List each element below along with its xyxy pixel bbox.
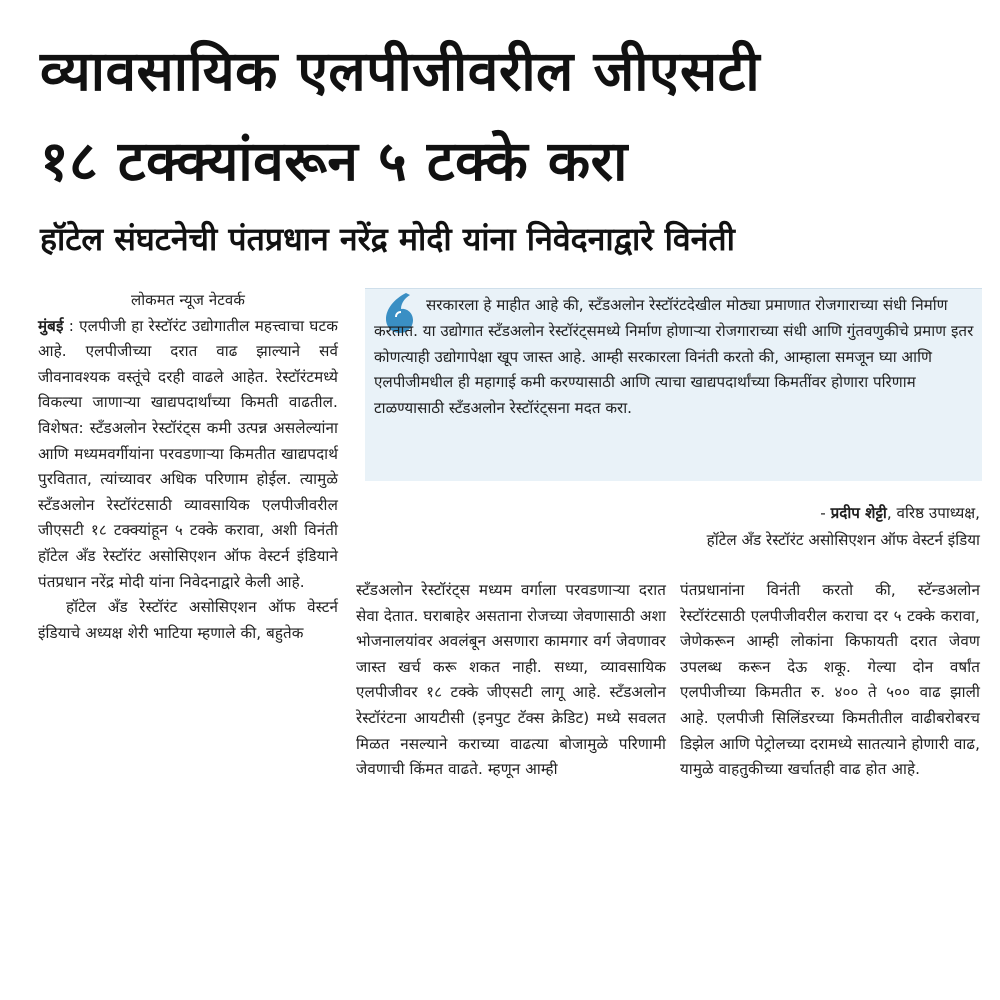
article-paragraph xyxy=(38,314,338,596)
subheadline: हॉटेल संघटनेची पंतप्रधान नरेंद्र मोदी यांना निवेदनाद्वारे विनंती xyxy=(40,220,735,258)
column-1-text: एलपीजी हा रेस्टॉरंट उद्योगातील महत्त्वाचा घटक आहे. एलपीजीच्या दरात वाढ झाल्याने सर्व जीवनावश्यक वस्तूंचे दरही वाढले आहेत. रेस्टॉरंटमध्ये विकल्या जाणाऱ्या खाद्यपदार्थांच्या किमती वाढतील. विशेषत: स्टँडअलोन रेस्टॉरंट्स कमी उत्पन्न असलेल्यांना आणि मध्यमवर्गीयांना परवडणाऱ्या किमतीत खाद्यपदार्थ पुरवितात, त्यांच्यावर अधिक परिणाम होईल. त्यामुळे स्टँडअलोन रेस्टॉरंटसाठी व्यावसायिक एलपीजीवरील जीएसटी १८ टक्क्यांहून ५ टक्के करावा, अशी विनंती हॉटेल अँड रेस्टॉरंट असोसिएशन ऑफ वेस्टर्न इंडियाने पंतप्रधान नरेंद्र मोदी यांना निवेदनाद्वारे केली आहे. xyxy=(38,316,338,591)
article-column-3 xyxy=(680,578,980,783)
dateline: मुंबई xyxy=(38,316,64,335)
signature-dash: - xyxy=(820,504,831,522)
signature-title: , वरिष्ठ उपाध्यक्ष, xyxy=(886,504,980,522)
dateline-separator: : xyxy=(63,316,80,335)
article-paragraph: पंतप्रधानांना विनंती करतो की, स्टॅन्डअलोन रेस्टॉरंटसाठी एलपीजीवरील कराचा दर ५ टक्के करावा, जेणेकरून आम्ही लोकांना किफायती दरात जेवण उपलब्ध करून देऊ शकू. गेल्या दोन वर्षांत एलपीजीच्या किमतीत रु. ४०० ते ५०० वाढ झाली आहे. एलपीजी सिलिंडरच्या किमतीतील वाढीबरोबरच डिझेल आणि पेट्रोलच्या दरामध्ये सातत्याने होणारी वाढ, यामुळे वाहतुकीच्या खर्चातही वाढ होत आहे. xyxy=(680,581,980,779)
article-paragraph: हॉटेल अँड रेस्टॉरंट असोसिएशन ऑफ वेस्टर्न इंडियाचे अध्यक्ष शेरी भाटिया म्हणाले की, बहुतेक xyxy=(38,598,338,642)
quote-signature xyxy=(560,501,980,525)
quote-text: सरकारला हे माहीत आहे की, स्टँडअलोन रेस्टॉरंटदेखील मोठ्या प्रमाणात रोजगाराच्या संधी निर्माण करतात. या उद्योगात स्टँडअलोन रेस्टॉरंट्समध्ये निर्माण होणाऱ्या रोजगाराच्या संधी आणि गुंतवणुकीचे प्रमाण इतर कोणत्याही उद्योगापेक्षा खूप जास्त आहे. आम्ही सरकारला विनंती करतो की, आम्हाला समजून घ्या आणि एलपीजीमधील ही महागाई कमी करण्यासाठी आणि त्याचा खाद्यपदार्थांच्या किमतींवर होणारा परिणाम टाळण्यासाठी स्टँडअलोन रेस्टॉरंट्सना मदत करा. xyxy=(374,296,974,418)
article-column-2 xyxy=(356,578,666,783)
article-column-1 xyxy=(38,288,338,646)
article-paragraph: स्टँडअलोन रेस्टॉरंट्स मध्यम वर्गाला परवडणाऱ्या दरात सेवा देतात. घराबाहेर असताना रोजच्या जेवणासाठी अशा भोजनालयांवर अवलंबून असणारा कामगार वर्ग जेवणावर जास्त खर्च करू शकत नाही. सध्या, व्यावसायिक एलपीजीवर १८ टक्के जीएसटी लागू आहे. स्टँडअलोन रेस्टॉरंटना आयटीसी (इनपुट टॅक्स क्रेडिट) मध्ये सवलत मिळत नसल्याने कराच्या वाढत्या बोजामुळे परिणामी जेवणाची किंमत वाढते. म्हणून आम्ही xyxy=(356,581,666,779)
headline-line-1: व्यावसायिक एलपीजीवरील जीएसटी xyxy=(40,39,761,103)
byline: लोकमत न्यूज नेटवर्क xyxy=(131,291,245,309)
signature-name: प्रदीप शेट्टी xyxy=(830,504,887,522)
headline-line-2: १८ टक्क्यांवरून ५ टक्के करा xyxy=(40,129,628,193)
signature-organization: हॉटेल अँड रेस्टॉरंट असोसिएशन ऑफ वेस्टर्न इंडिया xyxy=(706,531,980,549)
